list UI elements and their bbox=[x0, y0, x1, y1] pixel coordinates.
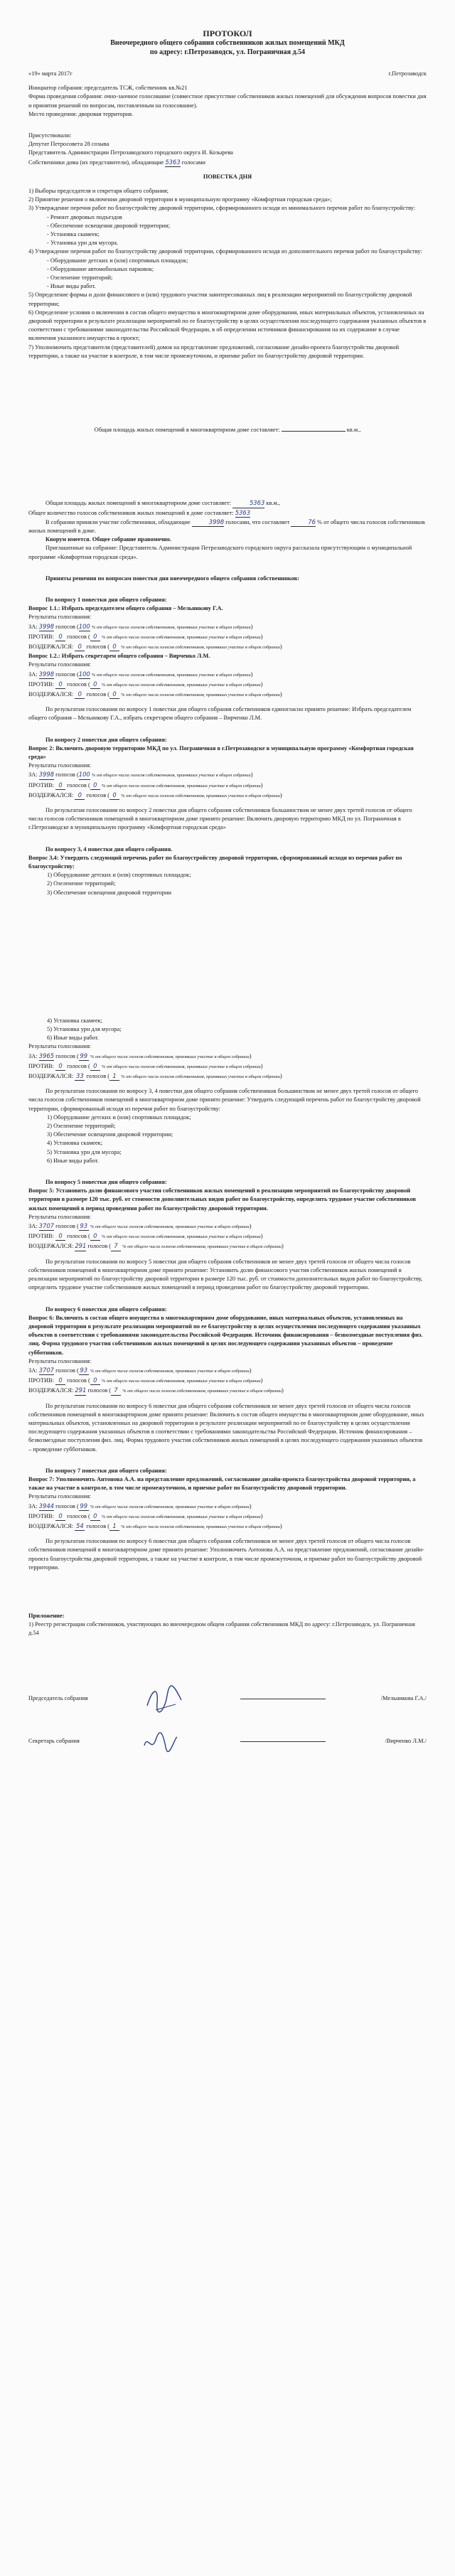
date-city-row bbox=[28, 70, 427, 78]
min-list-item: - Установка скамеек; bbox=[47, 231, 100, 238]
q34-list-item: 3) Обеспечение освещения дворовой территории bbox=[47, 889, 171, 896]
vote-vozd: ВОЗДЕРЖАЛСЯ: 0 голосов ( 0 % от общего числа голосов собственников, принявших участие в общем собрании) bbox=[28, 690, 427, 700]
votes-heading: Результаты голосования: bbox=[28, 1357, 92, 1364]
vote-protiv: ПРОТИВ: 0 голосов ( 0 % от общего числа голосов собственников, принявших участие в общем собрании) bbox=[28, 1231, 427, 1241]
q2-text: Вопрос 2: Включить дворовую территорию МКД по ул. Пограничная в г.Петрозаводске в муниципальную программу «Комфортная городская среда» bbox=[28, 744, 414, 760]
secretary-signature-line bbox=[240, 1741, 326, 1742]
q34-list-item: 6) Иные виды работ. bbox=[47, 1035, 99, 1042]
votes-heading: Результаты голосования: bbox=[28, 1213, 92, 1220]
votes-heading: Результаты голосования: bbox=[28, 1493, 92, 1500]
q5-title: По вопросу 5 повестки дня общего собрания: bbox=[46, 1179, 167, 1186]
vote-vozd: ВОЗДЕРЖАЛСЯ: 54 голосов ( 1 % от общего числа голосов собственников, принявших участие в общем собрании) bbox=[28, 1522, 427, 1532]
vote-za: ЗА: 3707 голосов ( 93 % от общего числа голосов собственников, принявших участие в общем собрании) bbox=[28, 1222, 427, 1231]
q34-result-item: 6) Иные виды работ. bbox=[47, 1157, 99, 1164]
decision-intro: Приняты решения по вопросам повестки дня внеочередного общего собрания собственников: bbox=[46, 574, 299, 582]
q1-title: По вопросу 1 повестки дня общего собрания: bbox=[46, 596, 167, 603]
q34-list-item: 2) Озеленение территорий; bbox=[47, 880, 116, 887]
q34-text: Вопрос 3,4: Утвердить следующий перечень работ по благоустройству дворовой территории, сформированный исходя из перечня работ по благоустройству: bbox=[28, 854, 402, 870]
vote-vozd: ВОЗДЕРЖАЛСЯ: 0 голосов ( 0 % от общего числа голосов собственников, принявших участие в общем собрании) bbox=[28, 642, 427, 652]
secretary-signature-row bbox=[28, 1721, 427, 1763]
agenda-heading: ПОВЕСТКА ДНЯ bbox=[203, 173, 252, 180]
q1-result: По результатам голосования по вопросу 1 повестки дня общего собрания собственников единогласно принято решение: Избрать председателем общего собрания – Мельникову Г.А., избрать секретарем общего собрания – Вирченко Л.М. bbox=[28, 706, 412, 722]
quorum-line-3: В собрании приняли участие собственники, обладающие 3998 голосами, что составляет 76 % от общего числа голосов собственников жилых помещений в доме. bbox=[28, 518, 425, 534]
owners-votes-handwritten: 5363 bbox=[165, 158, 180, 167]
present-owners: Собственники дома (их представители), обладающие 5363 голосами bbox=[28, 158, 427, 167]
appendix-label: Приложение: bbox=[28, 1612, 65, 1619]
vote-protiv: ПРОТИВ: 0 голосов ( 0 % от общего числа голосов собственников, принявших участие в общем собрании) bbox=[28, 1376, 427, 1386]
min-list-item: - Обеспечение освещения дворовой территории; bbox=[47, 222, 171, 229]
present-deputy: Депутат Петросовета 28 созыва bbox=[28, 141, 109, 148]
secretary-name: /Вирченко Л.М./ bbox=[385, 1738, 427, 1745]
q2-result: По результатам голосования по вопросу 2 повестки дня общего собрания собственников большинством не менее двух третей голосов от общего числа голосов собственников помещений в многоквартирном доме принято решение: Включить дворовую территорию МКД по ул. Пограничная в г.Петрозаводске в муниципальную программу «Комфортная городская среда» bbox=[28, 806, 412, 831]
protocol-document bbox=[28, 28, 427, 1763]
q34-result-item: 4) Установка скамеек; bbox=[47, 1140, 103, 1147]
vote-protiv: ПРОТИВ: 0 голосов ( 0 % от общего числа голосов собственников, принявших участие в общем собрании) bbox=[28, 1512, 427, 1522]
vote-protiv: ПРОТИВ: 0 голосов ( 0 % от общего числа голосов собственников, принявших участие в общем собрании) bbox=[28, 781, 427, 791]
q2-title: По вопросу 2 повестки дня общего собрания: bbox=[46, 736, 167, 743]
q34-result-item: 3) Обеспечение освещения дворовой территории; bbox=[47, 1131, 173, 1138]
vote-vozd: ВОЗДЕРЖАЛСЯ: 0 голосов ( 0 % от общего числа голосов собственников, принявших участие в общем собрании) bbox=[28, 791, 427, 801]
q34-title: По вопросу 3, 4 повестки дня общего собрания. bbox=[46, 845, 173, 853]
q7-result: По результатам голосования по вопросу 6 повестки дня общего собрания собственников не менее двух третей голосов от общего числа голосов собственников помещений в многоквартирном доме принято решение: Уполномочить Антонова А.А. на представление предложений, согласование дизайн-проекта благоустройства дворовой территории, а также на участие в контроле, в том числе промежуточном, и приемке работ по благоустройству дворовой территории. bbox=[28, 1538, 424, 1571]
secretary-label: Секретарь собрания bbox=[28, 1738, 80, 1745]
secretary-signature-image bbox=[139, 1724, 181, 1760]
q34-result: По результатам голосования по вопросу 3, 4 повестки дня общего собрания собственников большинством не менее двух третей голосов от общего числа голосов собственников помещений в многоквартирном доме принято решение: Утвердить следующий перечень работ по благоустройству дворовой территории, сформированный исходя из перечня работ по благоустройству: bbox=[28, 1088, 421, 1112]
q7-title: По вопросу 7 повестки дня общего собрания: bbox=[46, 1467, 167, 1474]
vote-protiv: ПРОТИВ: 0 голосов ( 0 % от общего числа голосов собственников, принявших участие в общем собрании) bbox=[28, 680, 427, 690]
appendix-item: 1) Реестр регистрации собственников, участвующих во внеочередном общем собрании собственников МКД по адресу: г.Петрозаводск, ул. Пограничная д.54 bbox=[28, 1621, 415, 1637]
vote-protiv: ПРОТИВ: 0 голосов ( 0 % от общего числа голосов собственников, принявших участие в общем собрании) bbox=[28, 632, 427, 642]
vote-vozd: ВОЗДЕРЖАЛСЯ: 33 голосов ( 1 % от общего числа голосов собственников, принявших участие в общем собрании) bbox=[28, 1071, 427, 1081]
vote-za: ЗА: 3998 голосов (100 % от общего числа голосов собственников, принявших участие в общем собрании) bbox=[28, 622, 427, 632]
agenda-item-5: 5) Определение формы и доли финансового и (или) трудового участия заинтересованных лиц в реализации мероприятий по благоустройству дворовой территории; bbox=[28, 292, 412, 307]
q34-list-item: 4) Установка скамеек; bbox=[47, 1017, 103, 1024]
vote-protiv: ПРОТИВ: 0 голосов ( 0 % от общего числа голосов собственников, принявших участие в общем собрании) bbox=[28, 1062, 427, 1071]
present-label: Присутствовали: bbox=[28, 132, 72, 139]
chair-label: Председатель собрания bbox=[28, 1695, 88, 1702]
extra-list-item: - Озеленение территорий; bbox=[47, 274, 113, 282]
chair-signature-row bbox=[28, 1678, 427, 1721]
present-admin: Представитель Администрации Петрозаводского городского округа И. Козырева bbox=[28, 149, 233, 156]
vote-za: ЗА: 3965 голосов ( 99 % от общего числа голосов собственников, принявших участие в общем собрании) bbox=[28, 1052, 427, 1062]
doc-title: ПРОТОКОЛ bbox=[203, 28, 252, 38]
q1-1-text: Вопрос 1.1.: Избрать председателем общего собрания – Мельникову Г.А. bbox=[28, 605, 223, 612]
q6-text: Вопрос 6: Включить в состав общего имущества в многоквартирном доме оборудование, иных материальных объектов, установленных на дворовой территории в результате реализации мероприятий по ее благоустройству в целях осуществления последующего содержания указанных объектов в соответствии с требованиями законодательства Российской Федерации. Источник финансирования – безвозмездные поступления физ. лиц. Форма трудового участия собственников жилых помещений в целях последующего содержания указанных объектов – проведение субботников. bbox=[28, 1314, 423, 1356]
extra-list-item: - Оборудование детских и (или) спортивных площадок; bbox=[47, 257, 188, 264]
doc-date: «19» марта 2017г bbox=[28, 70, 73, 77]
doc-city: г.Петрозаводск bbox=[388, 70, 427, 77]
votes-heading: Результаты голосования: bbox=[28, 661, 92, 668]
doc-subtitle-1: Внеочередного общего собрания собственников жилых помещений МКД bbox=[110, 39, 345, 47]
agenda-item-7: 7) Уполномочить представителя (представителей) домов на представление предложений, согласование дизайн-проекта благоустройства дворовой территории, а также на участие в контроле, в том числе промежуточном, и приемке работ по благоустройству дворовой территории. bbox=[28, 343, 400, 359]
chair-name: /Мельникова Г.А./ bbox=[380, 1695, 427, 1702]
chair-signature-image bbox=[143, 1682, 186, 1717]
votes-heading: Результаты голосования: bbox=[28, 1043, 92, 1050]
vote-za: ЗА: 3998 голосов (100 % от общего числа голосов собственников, принявших участие в общем собрании) bbox=[28, 670, 427, 680]
vote-za: ЗА: 3998 голосов (100 % от общего числа голосов собственников, принявших участие в общем собрании) bbox=[28, 770, 427, 780]
doc-subtitle-2: по адресу: г.Петрозаводск, ул. Пограничная д.54 bbox=[149, 48, 306, 56]
q7-text: Вопрос 7: Уполномочить Антонова А.А. на представление предложений, согласование дизайн-проекта благоустройства дворовой территории, а также на участие в контроле, в том числе промежуточном, и приемке работ по благоустройству дворовой территории. bbox=[28, 1475, 416, 1492]
q34-result-item: 1) Оборудование детских и (или) спортивных площадок; bbox=[47, 1113, 191, 1121]
vote-za: ЗА: 3944 голосов ( 99 % от общего числа голосов собственников, принявших участие в общем собрании) bbox=[28, 1502, 427, 1512]
agenda-item-1: 1) Выборы председателя и секретаря общего собрания; bbox=[28, 188, 168, 195]
q5-text: Вопрос 5: Установить долю финансового участия собственников жилых помещений в реализации мероприятий по благоустройству дворовой территории в размере 120 тыс. руб. от стоимости дополнительных видов работ по благоустройству, определить трудовое участие собственников жилых помещений в период проведения работ по благоустройству дворовой территории. bbox=[28, 1187, 417, 1212]
meeting-form: Форма проведения собрания: очно-заочное голосование (совместное присутствие собственников жилых помещений для обсуждения вопросов повестки дня и принятия решений по вопросам, поставленным на голосование). bbox=[28, 93, 427, 109]
q6-title: По вопросу 6 повестки дня общего собрания: bbox=[46, 1305, 167, 1313]
votes-heading: Результаты голосования: bbox=[28, 762, 92, 769]
vote-vozd: ВОЗДЕРЖАЛСЯ: 291 голосов ( 7 % от общего числа голосов собственников, принявших участие в общем собрании) bbox=[28, 1241, 427, 1251]
min-list-item: - Установка урн для мусора. bbox=[47, 240, 119, 247]
agenda-item-6: 6) Определение условия о включении в состав общего имущества в многоквартирном доме оборудования, иных материальных объектов, установленных на дворовой территории в результате реализации мероприятий по ее благоустройству в целях осуществления последующего содержания указанных объектов в соответствии с требованиями законодательства Российской Федерации, в об определении источников финансирования на их содержание в случае включения указанного имущества в проект; bbox=[28, 309, 427, 342]
quorum-line-1: Общая площадь жилых помещений в многоквартирном доме составляет: 5363 кв.м., bbox=[28, 498, 427, 508]
agenda-item-2: 2) Принятие решения о включении дворовой территории в муниципальную программу «Комфортная городская среда»; bbox=[28, 196, 332, 203]
q5-result: По результатам голосования по вопросу 5 повестки дня общего собрания собственников не менее двух третей голосов от общего числа голосов собственников помещений в многоквартирном доме принято решение: Установить долю финансового участия собственников жилых помещений в реализации мероприятий по благоустройству дворовой территории в размере 120 тыс. руб. от стоимости дополнительных видов работ по благоустройству, определить трудовое участие собственников жилых помещений в период проведения работ по благоустройству дворовой территории. bbox=[28, 1258, 423, 1291]
q34-list-item: 1) Оборудование детских и (или) спортивных площадок; bbox=[47, 872, 191, 879]
q1-2-text: Вопрос 1.2.: Избрать секретарем общего собрания – Вирченко Л.М. bbox=[28, 653, 210, 660]
initiator: Инициатор собрания: председатель ТСЖ, собственник кв.№21 bbox=[28, 85, 188, 92]
extra-list-item: - Иные виды работ. bbox=[47, 283, 96, 290]
q6-result: По результатам голосования по вопросу 6 повестки дня общего собрания собственников не менее двух третей голосов от общего числа голосов собственников помещений в многоквартирном доме принято решение: Включить в состав общего имущества в многоквартирном доме оборудование, иных материальных объектов, установленных на дворовой территории в результате реализации мероприятий по ее благоустройству в целях осуществления последующего содержания указанных объектов в соответствии с требованиями законодательства Российской Федерации. Источник финансирования – безвозмездные поступления физ. лиц. Форма трудового участия собственников жилых помещений в целях последующего содержания указанных объектов – проведение субботников. bbox=[28, 1402, 424, 1453]
vote-vozd: ВОЗДЕРЖАЛСЯ: 291 голосов ( 7 % от общего числа голосов собственников, принявших участие в общем собрании) bbox=[28, 1386, 427, 1396]
quorum-line-2: Общее количество голосов собственников жилых помещений в доме составляет: 5363 bbox=[28, 508, 427, 518]
agenda-item-4: 4) Утверждение перечня работ по благоустройству дворовой территории, сформированного исходя из дополнительного перечня работ по благоустройству: bbox=[28, 248, 422, 255]
votes-heading: Результаты голосования: bbox=[28, 614, 92, 621]
meeting-place: Место проведения: дворовая территория. bbox=[28, 110, 134, 117]
invited: Приглашенные на собрание: Представитель Администрации Петрозаводского городского округа рассказала присутствующим о муниципальной программе «Комфортная городская среда». bbox=[28, 545, 412, 560]
q34-result-item: 5) Установка урн для мусора; bbox=[47, 1148, 122, 1155]
quorum-result: Кворум имеется. Общее собрание правомочно. bbox=[46, 536, 172, 543]
q34-list-item: 5) Установка урн для мусора; bbox=[47, 1026, 122, 1033]
area-line: Общая площадь жилых помещений в многоквартирном доме составляет: кв.м., bbox=[28, 424, 427, 434]
min-list-item: - Ремонт дворовых подъездов bbox=[47, 213, 122, 220]
q34-result-item: 2) Озеленение территорий; bbox=[47, 1123, 116, 1130]
extra-list-item: - Оборудование автомобильных парковок; bbox=[47, 265, 154, 272]
agenda-item-3: 3) Утверждение перечня работ по благоустройству дворовой территории, сформированного исходя из минимального перечня работ по благоустройству: bbox=[28, 205, 416, 212]
vote-za: ЗА: 3707 голосов ( 93 % от общего числа голосов собственников, принявших участие в общем собрании) bbox=[28, 1366, 427, 1376]
